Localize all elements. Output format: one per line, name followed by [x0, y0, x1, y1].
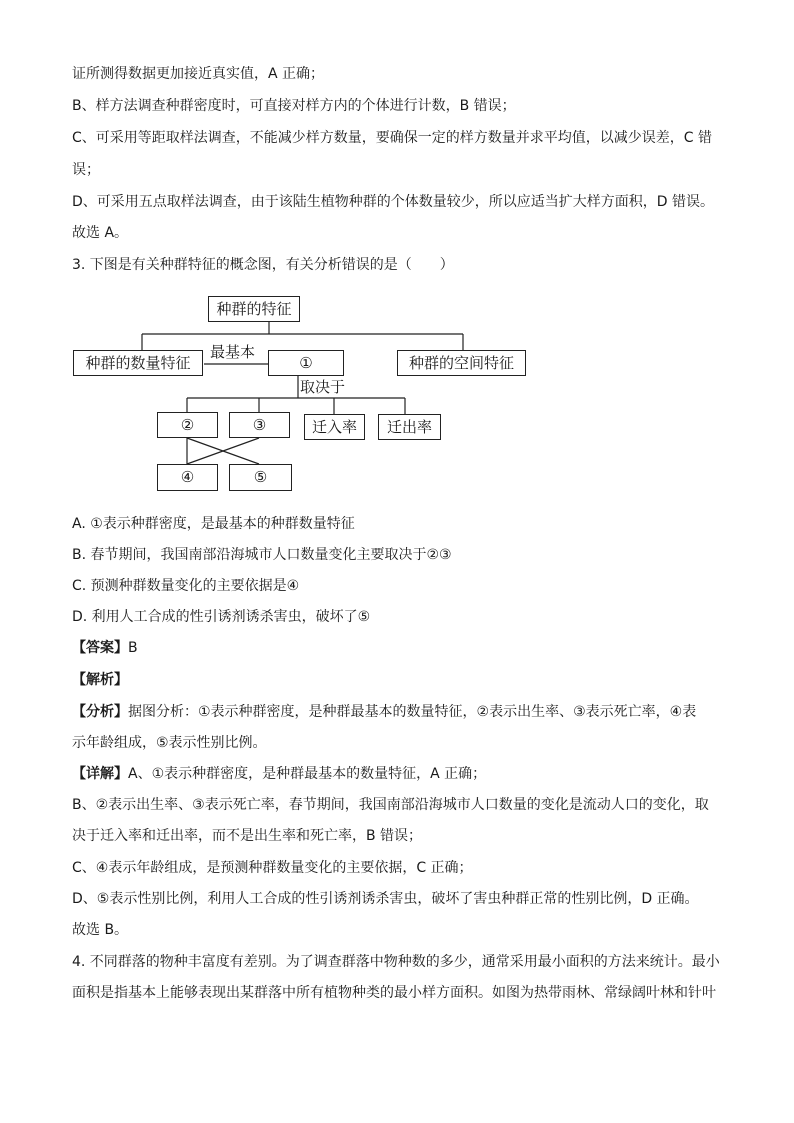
analysis-label: 【解析】 — [72, 672, 128, 688]
node-quantity-features — [73, 350, 203, 376]
xiangjie-line — [72, 764, 732, 784]
node-label: ② — [180, 415, 195, 434]
fenxi-line — [72, 702, 732, 722]
option-d: D. 利用人工合成的性引诱剂诱杀害虫，破坏了⑤ — [72, 609, 371, 625]
text-line: 误； — [72, 162, 100, 178]
node-population-features — [208, 296, 300, 322]
option-b: B. 春节期间，我国南部沿海城市人口数量变化主要取决于②③ — [72, 547, 452, 563]
node-1 — [268, 350, 344, 376]
option-a: A. ①表示种群密度，是最基本的种群数量特征 — [72, 516, 355, 532]
node-label: 迁出率 — [386, 417, 432, 436]
edge-label-most-basic: 最基本 — [210, 343, 256, 361]
question-3-stem: 3. 下图是有关种群特征的概念图，有关分析错误的是（ ） — [72, 257, 454, 273]
node-label: 种群的空间特征 — [408, 353, 514, 372]
text-line: B、样方法调查种群密度时，可直接对样方内的个体进行计数，B 错误； — [72, 98, 516, 114]
fenxi-label: 【分析】 — [72, 704, 128, 720]
node-label: 迁入率 — [311, 417, 357, 436]
node-label: ⑤ — [253, 468, 268, 486]
text-line: 示年龄组成，⑤表示性别比例。 — [72, 735, 267, 751]
xiangjie-text: A、①表示种群密度，是种群最基本的数量特征，A 正确； — [128, 766, 487, 782]
node-2 — [157, 412, 218, 438]
text-line: D、可采用五点取样法调查，由于该陆生植物种群的个体数量较少，所以应适当扩大样方面积，D 错误。 — [72, 194, 715, 210]
node-label: 种群的数量特征 — [85, 353, 191, 372]
node-label: ① — [299, 353, 313, 372]
text-line: 面积是指基本上能够表现出某群落中所有植物种类的最小样方面积。如图为热带雨林、常绿阔叶林和针叶 — [72, 985, 716, 1001]
xiangjie-label: 【详解】 — [72, 766, 128, 782]
text-line: B、②表示出生率、③表示死亡率，春节期间，我国南部沿海城市人口数量的变化是流动人口的变化，取 — [72, 797, 709, 813]
answer-line — [72, 638, 732, 658]
answer-value: B — [128, 640, 138, 656]
node-label: ③ — [252, 415, 267, 434]
node-4 — [157, 464, 218, 491]
node-3 — [229, 412, 290, 438]
text-line: 证所测得数据更加接近真实值，A 正确； — [72, 66, 325, 82]
text-line: 决于迁入率和迁出率，而不是出生率和死亡率，B 错误； — [72, 828, 423, 844]
answer-label: 【答案】 — [72, 640, 128, 656]
population-concept-diagram — [70, 290, 540, 500]
node-label: ④ — [180, 468, 195, 486]
node-label: 种群的特征 — [216, 299, 292, 318]
text-line: 故选 B。 — [72, 922, 129, 938]
option-c: C. 预测种群数量变化的主要依据是④ — [72, 578, 300, 594]
text-line: D、⑤表示性别比例，利用人工合成的性引诱剂诱杀害虫，破坏了害虫种群正常的性别比例，D 正确。 — [72, 891, 699, 907]
text-line: C、可采用等距取样法调查，不能减少样方数量，要确保一定的样方数量并求平均值，以减少误差，C 错 — [72, 130, 712, 146]
node-emigration-rate — [378, 414, 441, 440]
fenxi-text: 据图分析：①表示种群密度，是种群最基本的数量特征，②表示出生率、③表示死亡率，④表 — [128, 704, 697, 720]
question-4-stem: 4. 不同群落的物种丰富度有差别。为了调查群落中物种数的多少，通常采用最小面积的方法来统计。最小 — [72, 954, 720, 970]
node-spatial-features — [397, 350, 526, 376]
edge-label-depends-on: 取决于 — [300, 378, 346, 396]
text-line: 故选 A。 — [72, 225, 129, 241]
node-immigration-rate — [304, 414, 365, 440]
node-5 — [229, 464, 292, 491]
text-line: C、④表示年龄组成，是预测种群数量变化的主要依据，C 正确； — [72, 860, 473, 876]
